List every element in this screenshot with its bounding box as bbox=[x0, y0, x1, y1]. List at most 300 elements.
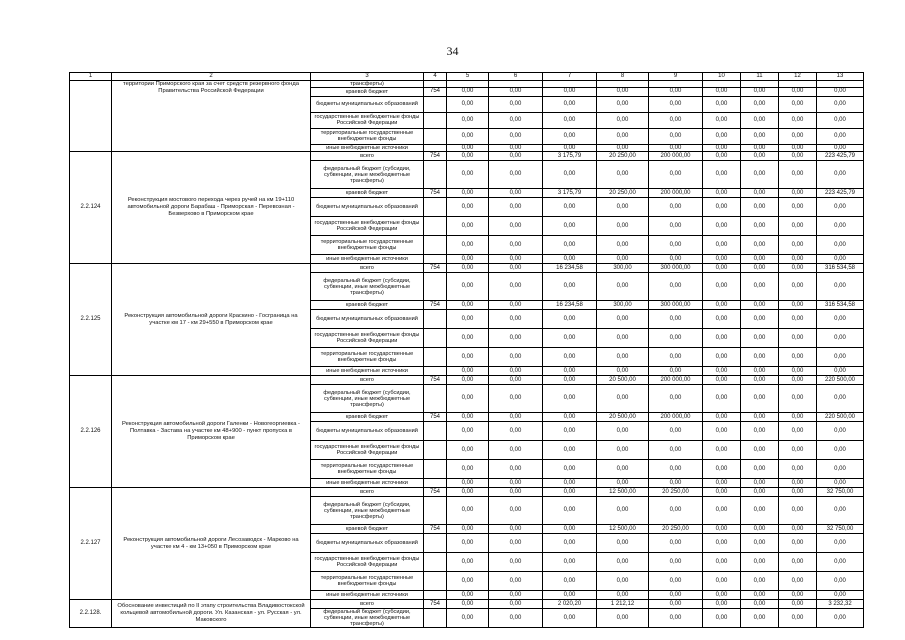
amount-cell: 0,00 bbox=[741, 488, 779, 497]
amount-cell: 3 175,79 bbox=[543, 189, 597, 198]
amount-cell: 0,00 bbox=[817, 255, 864, 264]
amount-cell: 0,00 bbox=[543, 367, 597, 376]
amount-cell: 0,00 bbox=[597, 198, 649, 217]
amount-cell: 0,00 bbox=[779, 264, 817, 273]
table-row bbox=[70, 80, 864, 87]
amount-cell: 223 425,79 bbox=[817, 152, 864, 161]
funding-source-cell: всего bbox=[311, 488, 424, 497]
amount-cell: 0,00 bbox=[703, 87, 741, 96]
column-number-cell: 2 bbox=[112, 73, 311, 81]
amount-cell: 0,00 bbox=[703, 385, 741, 413]
amount-cell: 0,00 bbox=[649, 144, 703, 152]
amount-cell: 0,00 bbox=[703, 422, 741, 441]
amount-cell: 0,00 bbox=[649, 310, 703, 329]
amount-cell: 0,00 bbox=[543, 488, 597, 497]
amount-cell: 0,00 bbox=[741, 479, 779, 488]
amount-cell: 0,00 bbox=[741, 198, 779, 217]
column-number-cell: 7 bbox=[543, 73, 597, 81]
amount-cell: 0,00 bbox=[649, 329, 703, 348]
funding-source-cell: территориальные государственные внебюджетные фонды bbox=[311, 128, 424, 144]
amount-cell: 0,00 bbox=[543, 236, 597, 255]
amount-cell: 0,00 bbox=[489, 87, 543, 96]
table-row bbox=[70, 152, 864, 161]
amount-cell: 0,00 bbox=[649, 497, 703, 525]
amount-cell: 0,00 bbox=[817, 553, 864, 572]
budget-code-cell bbox=[424, 591, 447, 600]
amount-cell: 0,00 bbox=[447, 376, 489, 385]
amount-cell: 0,00 bbox=[741, 553, 779, 572]
budget-code-cell bbox=[424, 497, 447, 525]
amount-cell: 0,00 bbox=[703, 96, 741, 112]
budget-code-cell: 754 bbox=[424, 488, 447, 497]
amount-cell: 0,00 bbox=[703, 310, 741, 329]
budget-code-cell: 754 bbox=[424, 413, 447, 422]
funding-source-cell: государственные внебюджетные фонды Российской Федерации bbox=[311, 441, 424, 460]
amount-cell: 0,00 bbox=[741, 422, 779, 441]
amount-cell: 0,00 bbox=[649, 553, 703, 572]
funding-source-cell: территориальные государственные внебюджетные фонды bbox=[311, 572, 424, 591]
amount-cell: 0,00 bbox=[489, 525, 543, 534]
amount-cell: 0,00 bbox=[817, 87, 864, 96]
amount-cell: 0,00 bbox=[817, 460, 864, 479]
amount-cell: 0,00 bbox=[489, 112, 543, 128]
amount-cell bbox=[649, 80, 703, 87]
amount-cell: 0,00 bbox=[543, 128, 597, 144]
amount-cell: 0,00 bbox=[741, 609, 779, 628]
amount-cell: 316 534,58 bbox=[817, 301, 864, 310]
amount-cell: 0,00 bbox=[703, 255, 741, 264]
amount-cell: 0,00 bbox=[447, 609, 489, 628]
amount-cell: 0,00 bbox=[447, 534, 489, 553]
funding-source-cell: государственные внебюджетные фонды Российской Федерации bbox=[311, 329, 424, 348]
amount-cell: 0,00 bbox=[489, 144, 543, 152]
funding-source-cell: краевой бюджет bbox=[311, 525, 424, 534]
budget-code-cell bbox=[424, 441, 447, 460]
amount-cell: 0,00 bbox=[817, 144, 864, 152]
amount-cell: 316 534,58 bbox=[817, 264, 864, 273]
amount-cell: 0,00 bbox=[741, 152, 779, 161]
amount-cell: 0,00 bbox=[597, 128, 649, 144]
amount-cell: 20 250,00 bbox=[649, 525, 703, 534]
project-name-cell: Реконструкция автомобильной дороги Галенки - Новогеоргиевка - Полтавка - Застава на участке км 48+900 - пункт пропуска в Приморском крае bbox=[112, 376, 311, 488]
amount-cell: 0,00 bbox=[779, 572, 817, 591]
budget-table-body bbox=[70, 73, 864, 628]
funding-source-cell: государственные внебюджетные фонды Российской Федерации bbox=[311, 217, 424, 236]
amount-cell: 0,00 bbox=[741, 112, 779, 128]
amount-cell: 0,00 bbox=[741, 255, 779, 264]
amount-cell: 0,00 bbox=[489, 329, 543, 348]
amount-cell: 0,00 bbox=[741, 189, 779, 198]
amount-cell: 20 250,00 bbox=[649, 488, 703, 497]
amount-cell: 0,00 bbox=[741, 273, 779, 301]
amount-cell: 0,00 bbox=[779, 236, 817, 255]
amount-cell: 0,00 bbox=[817, 310, 864, 329]
amount-cell: 0,00 bbox=[447, 310, 489, 329]
amount-cell: 0,00 bbox=[779, 96, 817, 112]
amount-cell: 0,00 bbox=[741, 497, 779, 525]
amount-cell: 0,00 bbox=[741, 460, 779, 479]
amount-cell bbox=[817, 80, 864, 87]
amount-cell: 0,00 bbox=[447, 479, 489, 488]
amount-cell: 0,00 bbox=[779, 591, 817, 600]
funding-source-cell: территориальные государственные внебюджетные фонды bbox=[311, 236, 424, 255]
budget-code-cell bbox=[424, 609, 447, 628]
amount-cell: 0,00 bbox=[447, 497, 489, 525]
budget-code-cell bbox=[424, 329, 447, 348]
amount-cell: 0,00 bbox=[779, 217, 817, 236]
amount-cell: 0,00 bbox=[489, 441, 543, 460]
amount-cell: 200 000,00 bbox=[649, 189, 703, 198]
amount-cell: 0,00 bbox=[543, 198, 597, 217]
amount-cell: 0,00 bbox=[649, 367, 703, 376]
amount-cell: 0,00 bbox=[489, 534, 543, 553]
budget-code-cell bbox=[424, 310, 447, 329]
amount-cell: 0,00 bbox=[649, 609, 703, 628]
amount-cell bbox=[489, 80, 543, 87]
amount-cell: 0,00 bbox=[817, 128, 864, 144]
amount-cell: 0,00 bbox=[597, 591, 649, 600]
amount-cell: 0,00 bbox=[741, 376, 779, 385]
amount-cell: 0,00 bbox=[447, 348, 489, 367]
column-number-cell: 5 bbox=[447, 73, 489, 81]
amount-cell: 300,00 bbox=[597, 301, 649, 310]
column-number-cell: 8 bbox=[597, 73, 649, 81]
amount-cell: 0,00 bbox=[597, 553, 649, 572]
amount-cell: 0,00 bbox=[543, 255, 597, 264]
amount-cell: 0,00 bbox=[489, 553, 543, 572]
budget-code-cell bbox=[424, 144, 447, 152]
amount-cell: 0,00 bbox=[649, 572, 703, 591]
amount-cell: 0,00 bbox=[543, 161, 597, 189]
amount-cell: 0,00 bbox=[817, 534, 864, 553]
amount-cell: 0,00 bbox=[741, 329, 779, 348]
amount-cell: 0,00 bbox=[703, 591, 741, 600]
amount-cell: 0,00 bbox=[489, 376, 543, 385]
amount-cell: 0,00 bbox=[447, 600, 489, 609]
amount-cell: 0,00 bbox=[649, 161, 703, 189]
amount-cell: 0,00 bbox=[779, 367, 817, 376]
amount-cell: 0,00 bbox=[543, 329, 597, 348]
amount-cell: 0,00 bbox=[649, 441, 703, 460]
project-name-cell: Реконструкция автомобильной дороги Краскино - Госграница на участке км 17 - км 29+550 в Приморском крае bbox=[112, 264, 311, 376]
amount-cell: 0,00 bbox=[447, 264, 489, 273]
amount-cell: 32 750,00 bbox=[817, 488, 864, 497]
amount-cell: 16 234,58 bbox=[543, 264, 597, 273]
amount-cell: 0,00 bbox=[817, 422, 864, 441]
amount-cell: 0,00 bbox=[817, 96, 864, 112]
amount-cell: 0,00 bbox=[649, 422, 703, 441]
amount-cell: 0,00 bbox=[703, 376, 741, 385]
budget-code-cell: 754 bbox=[424, 600, 447, 609]
amount-cell: 0,00 bbox=[817, 161, 864, 189]
amount-cell: 0,00 bbox=[779, 189, 817, 198]
amount-cell: 0,00 bbox=[703, 460, 741, 479]
amount-cell: 0,00 bbox=[597, 87, 649, 96]
amount-cell: 0,00 bbox=[741, 87, 779, 96]
amount-cell: 0,00 bbox=[543, 413, 597, 422]
column-number-cell: 11 bbox=[741, 73, 779, 81]
amount-cell bbox=[741, 80, 779, 87]
amount-cell: 300 000,00 bbox=[649, 301, 703, 310]
table-row bbox=[70, 376, 864, 385]
amount-cell: 0,00 bbox=[817, 591, 864, 600]
amount-cell: 0,00 bbox=[779, 534, 817, 553]
budget-code-cell bbox=[424, 385, 447, 413]
amount-cell: 0,00 bbox=[543, 609, 597, 628]
amount-cell: 0,00 bbox=[779, 497, 817, 525]
amount-cell: 0,00 bbox=[597, 367, 649, 376]
amount-cell: 0,00 bbox=[489, 236, 543, 255]
amount-cell: 0,00 bbox=[779, 385, 817, 413]
amount-cell: 0,00 bbox=[817, 497, 864, 525]
amount-cell: 0,00 bbox=[489, 301, 543, 310]
amount-cell: 0,00 bbox=[649, 112, 703, 128]
amount-cell: 220 500,00 bbox=[817, 376, 864, 385]
funding-source-cell: федеральный бюджет (субсидии, субвенции, иные межбюджетные трансферты) bbox=[311, 385, 424, 413]
amount-cell: 0,00 bbox=[741, 161, 779, 189]
column-number-row bbox=[70, 73, 864, 81]
amount-cell: 0,00 bbox=[741, 128, 779, 144]
amount-cell: 0,00 bbox=[597, 385, 649, 413]
budget-code-cell: 754 bbox=[424, 87, 447, 96]
amount-cell: 0,00 bbox=[817, 198, 864, 217]
amount-cell: 0,00 bbox=[649, 479, 703, 488]
budget-code-cell bbox=[424, 348, 447, 367]
amount-cell: 32 750,00 bbox=[817, 525, 864, 534]
amount-cell: 0,00 bbox=[447, 488, 489, 497]
column-number-cell: 3 bbox=[311, 73, 424, 81]
amount-cell: 0,00 bbox=[489, 488, 543, 497]
budget-code-cell bbox=[424, 572, 447, 591]
amount-cell: 0,00 bbox=[447, 96, 489, 112]
amount-cell: 0,00 bbox=[703, 497, 741, 525]
amount-cell: 0,00 bbox=[779, 161, 817, 189]
amount-cell: 0,00 bbox=[703, 488, 741, 497]
amount-cell: 0,00 bbox=[489, 367, 543, 376]
budget-table bbox=[69, 72, 864, 628]
amount-cell: 0,00 bbox=[703, 189, 741, 198]
amount-cell: 0,00 bbox=[543, 525, 597, 534]
budget-code-cell: 754 bbox=[424, 525, 447, 534]
amount-cell: 0,00 bbox=[543, 534, 597, 553]
funding-source-cell: бюджеты муниципальных образований bbox=[311, 198, 424, 217]
amount-cell: 0,00 bbox=[703, 609, 741, 628]
amount-cell: 0,00 bbox=[649, 255, 703, 264]
amount-cell: 0,00 bbox=[543, 497, 597, 525]
funding-source-cell: федеральный бюджет (субсидии, субвенции, иные межбюджетные трансферты) bbox=[311, 161, 424, 189]
amount-cell: 0,00 bbox=[597, 273, 649, 301]
amount-cell: 0,00 bbox=[649, 87, 703, 96]
amount-cell: 0,00 bbox=[779, 413, 817, 422]
amount-cell: 0,00 bbox=[779, 376, 817, 385]
amount-cell: 0,00 bbox=[447, 553, 489, 572]
amount-cell: 0,00 bbox=[489, 217, 543, 236]
amount-cell: 0,00 bbox=[779, 600, 817, 609]
amount-cell: 0,00 bbox=[703, 553, 741, 572]
amount-cell: 0,00 bbox=[543, 441, 597, 460]
amount-cell: 0,00 bbox=[597, 497, 649, 525]
funding-source-cell: федеральный бюджет (субсидии, субвенции, иные межбюджетные трансферты) bbox=[311, 273, 424, 301]
funding-source-cell: государственные внебюджетные фонды Российской Федерации bbox=[311, 553, 424, 572]
amount-cell: 0,00 bbox=[741, 367, 779, 376]
amount-cell: 0,00 bbox=[543, 217, 597, 236]
budget-code-cell bbox=[424, 255, 447, 264]
amount-cell: 0,00 bbox=[703, 301, 741, 310]
amount-cell: 0,00 bbox=[817, 217, 864, 236]
funding-source-cell: иные внебюджетные источники bbox=[311, 591, 424, 600]
amount-cell: 0,00 bbox=[817, 348, 864, 367]
amount-cell: 0,00 bbox=[597, 217, 649, 236]
funding-source-cell: бюджеты муниципальных образований bbox=[311, 534, 424, 553]
amount-cell: 0,00 bbox=[703, 367, 741, 376]
amount-cell: 20 500,00 bbox=[597, 376, 649, 385]
amount-cell: 0,00 bbox=[649, 128, 703, 144]
amount-cell: 16 234,58 bbox=[543, 301, 597, 310]
amount-cell: 0,00 bbox=[597, 112, 649, 128]
amount-cell: 0,00 bbox=[447, 413, 489, 422]
amount-cell: 0,00 bbox=[817, 273, 864, 301]
funding-source-cell: иные внебюджетные источники bbox=[311, 367, 424, 376]
amount-cell: 0,00 bbox=[649, 460, 703, 479]
amount-cell: 0,00 bbox=[489, 609, 543, 628]
amount-cell: 0,00 bbox=[779, 128, 817, 144]
column-number-cell: 9 bbox=[649, 73, 703, 81]
amount-cell: 0,00 bbox=[779, 301, 817, 310]
amount-cell: 300,00 bbox=[597, 264, 649, 273]
amount-cell: 0,00 bbox=[779, 329, 817, 348]
amount-cell: 0,00 bbox=[543, 273, 597, 301]
amount-cell: 0,00 bbox=[649, 591, 703, 600]
project-id-cell: 2.2.128. bbox=[70, 600, 112, 628]
amount-cell: 0,00 bbox=[817, 112, 864, 128]
amount-cell: 0,00 bbox=[489, 255, 543, 264]
amount-cell: 0,00 bbox=[543, 348, 597, 367]
amount-cell: 0,00 bbox=[741, 236, 779, 255]
amount-cell: 20 250,00 bbox=[597, 152, 649, 161]
amount-cell: 0,00 bbox=[489, 497, 543, 525]
amount-cell bbox=[597, 80, 649, 87]
funding-source-cell: всего bbox=[311, 600, 424, 609]
amount-cell: 0,00 bbox=[447, 144, 489, 152]
funding-source-cell: всего bbox=[311, 264, 424, 273]
amount-cell: 0,00 bbox=[817, 609, 864, 628]
amount-cell: 0,00 bbox=[447, 301, 489, 310]
amount-cell: 0,00 bbox=[779, 87, 817, 96]
amount-cell: 0,00 bbox=[597, 422, 649, 441]
amount-cell: 0,00 bbox=[447, 236, 489, 255]
amount-cell: 0,00 bbox=[703, 441, 741, 460]
project-name-cell: Реконструкция автомобильной дороги Лесозаводск - Марково на участке км 4 - км 13+050 в Приморском крае bbox=[112, 488, 311, 600]
amount-cell: 0,00 bbox=[741, 301, 779, 310]
amount-cell: 0,00 bbox=[779, 479, 817, 488]
budget-code-cell bbox=[424, 217, 447, 236]
column-number-cell: 1 bbox=[70, 73, 112, 81]
amount-cell: 0,00 bbox=[703, 112, 741, 128]
page-number: 34 bbox=[446, 44, 459, 58]
amount-cell: 223 425,79 bbox=[817, 189, 864, 198]
amount-cell bbox=[543, 80, 597, 87]
amount-cell: 12 500,00 bbox=[597, 488, 649, 497]
funding-source-cell: бюджеты муниципальных образований bbox=[311, 96, 424, 112]
amount-cell: 0,00 bbox=[703, 600, 741, 609]
amount-cell: 0,00 bbox=[597, 534, 649, 553]
amount-cell: 0,00 bbox=[741, 264, 779, 273]
amount-cell: 0,00 bbox=[447, 255, 489, 264]
amount-cell: 0,00 bbox=[447, 217, 489, 236]
amount-cell: 0,00 bbox=[703, 525, 741, 534]
column-number-cell: 13 bbox=[817, 73, 864, 81]
project-name-cell: Реконструкция мостового перехода через ручей на км 19+110 автомобильной дороги Барабаш - Приморская - Перевозная - Безверхово в Приморском крае bbox=[112, 152, 311, 264]
amount-cell: 0,00 bbox=[489, 264, 543, 273]
funding-source-cell: бюджеты муниципальных образований bbox=[311, 422, 424, 441]
amount-cell: 3 175,79 bbox=[543, 152, 597, 161]
budget-code-cell bbox=[424, 367, 447, 376]
amount-cell: 0,00 bbox=[543, 422, 597, 441]
amount-cell: 0,00 bbox=[447, 152, 489, 161]
funding-source-cell: иные внебюджетные источники bbox=[311, 144, 424, 152]
amount-cell: 2 020,20 bbox=[543, 600, 597, 609]
amount-cell: 200 000,00 bbox=[649, 413, 703, 422]
funding-source-cell: трансферты) bbox=[311, 80, 424, 87]
amount-cell: 0,00 bbox=[703, 264, 741, 273]
amount-cell: 0,00 bbox=[779, 460, 817, 479]
amount-cell: 0,00 bbox=[543, 87, 597, 96]
amount-cell bbox=[447, 80, 489, 87]
budget-code-cell: 754 bbox=[424, 264, 447, 273]
amount-cell: 0,00 bbox=[703, 236, 741, 255]
funding-source-cell: иные внебюджетные источники bbox=[311, 479, 424, 488]
amount-cell: 0,00 bbox=[489, 310, 543, 329]
amount-cell: 20 500,00 bbox=[597, 413, 649, 422]
amount-cell: 0,00 bbox=[489, 273, 543, 301]
project-id-cell: 2.2.127 bbox=[70, 488, 112, 600]
amount-cell: 0,00 bbox=[741, 534, 779, 553]
amount-cell: 0,00 bbox=[447, 189, 489, 198]
funding-source-cell: федеральный бюджет (субсидии, субвенции, иные межбюджетные трансферты) bbox=[311, 497, 424, 525]
amount-cell: 0,00 bbox=[779, 273, 817, 301]
amount-cell: 0,00 bbox=[489, 591, 543, 600]
amount-cell: 0,00 bbox=[817, 572, 864, 591]
amount-cell: 0,00 bbox=[779, 553, 817, 572]
amount-cell: 0,00 bbox=[447, 273, 489, 301]
amount-cell: 200 000,00 bbox=[649, 376, 703, 385]
funding-source-cell: государственные внебюджетные фонды Российской Федерации bbox=[311, 112, 424, 128]
amount-cell: 0,00 bbox=[741, 385, 779, 413]
funding-source-cell: краевой бюджет bbox=[311, 87, 424, 96]
budget-code-cell bbox=[424, 96, 447, 112]
amount-cell: 20 250,00 bbox=[597, 189, 649, 198]
budget-code-cell: 754 bbox=[424, 189, 447, 198]
amount-cell: 0,00 bbox=[447, 161, 489, 189]
amount-cell: 0,00 bbox=[779, 310, 817, 329]
budget-code-cell bbox=[424, 128, 447, 144]
amount-cell: 200 000,00 bbox=[649, 152, 703, 161]
amount-cell: 0,00 bbox=[779, 198, 817, 217]
amount-cell: 0,00 bbox=[779, 152, 817, 161]
amount-cell: 0,00 bbox=[597, 572, 649, 591]
amount-cell: 0,00 bbox=[489, 385, 543, 413]
amount-cell: 0,00 bbox=[597, 460, 649, 479]
amount-cell: 0,00 bbox=[597, 255, 649, 264]
amount-cell: 0,00 bbox=[543, 479, 597, 488]
amount-cell: 0,00 bbox=[703, 534, 741, 553]
amount-cell: 0,00 bbox=[741, 441, 779, 460]
amount-cell: 0,00 bbox=[489, 348, 543, 367]
amount-cell: 3 232,32 bbox=[817, 600, 864, 609]
amount-cell: 0,00 bbox=[597, 161, 649, 189]
amount-cell: 0,00 bbox=[489, 422, 543, 441]
amount-cell: 0,00 bbox=[597, 479, 649, 488]
